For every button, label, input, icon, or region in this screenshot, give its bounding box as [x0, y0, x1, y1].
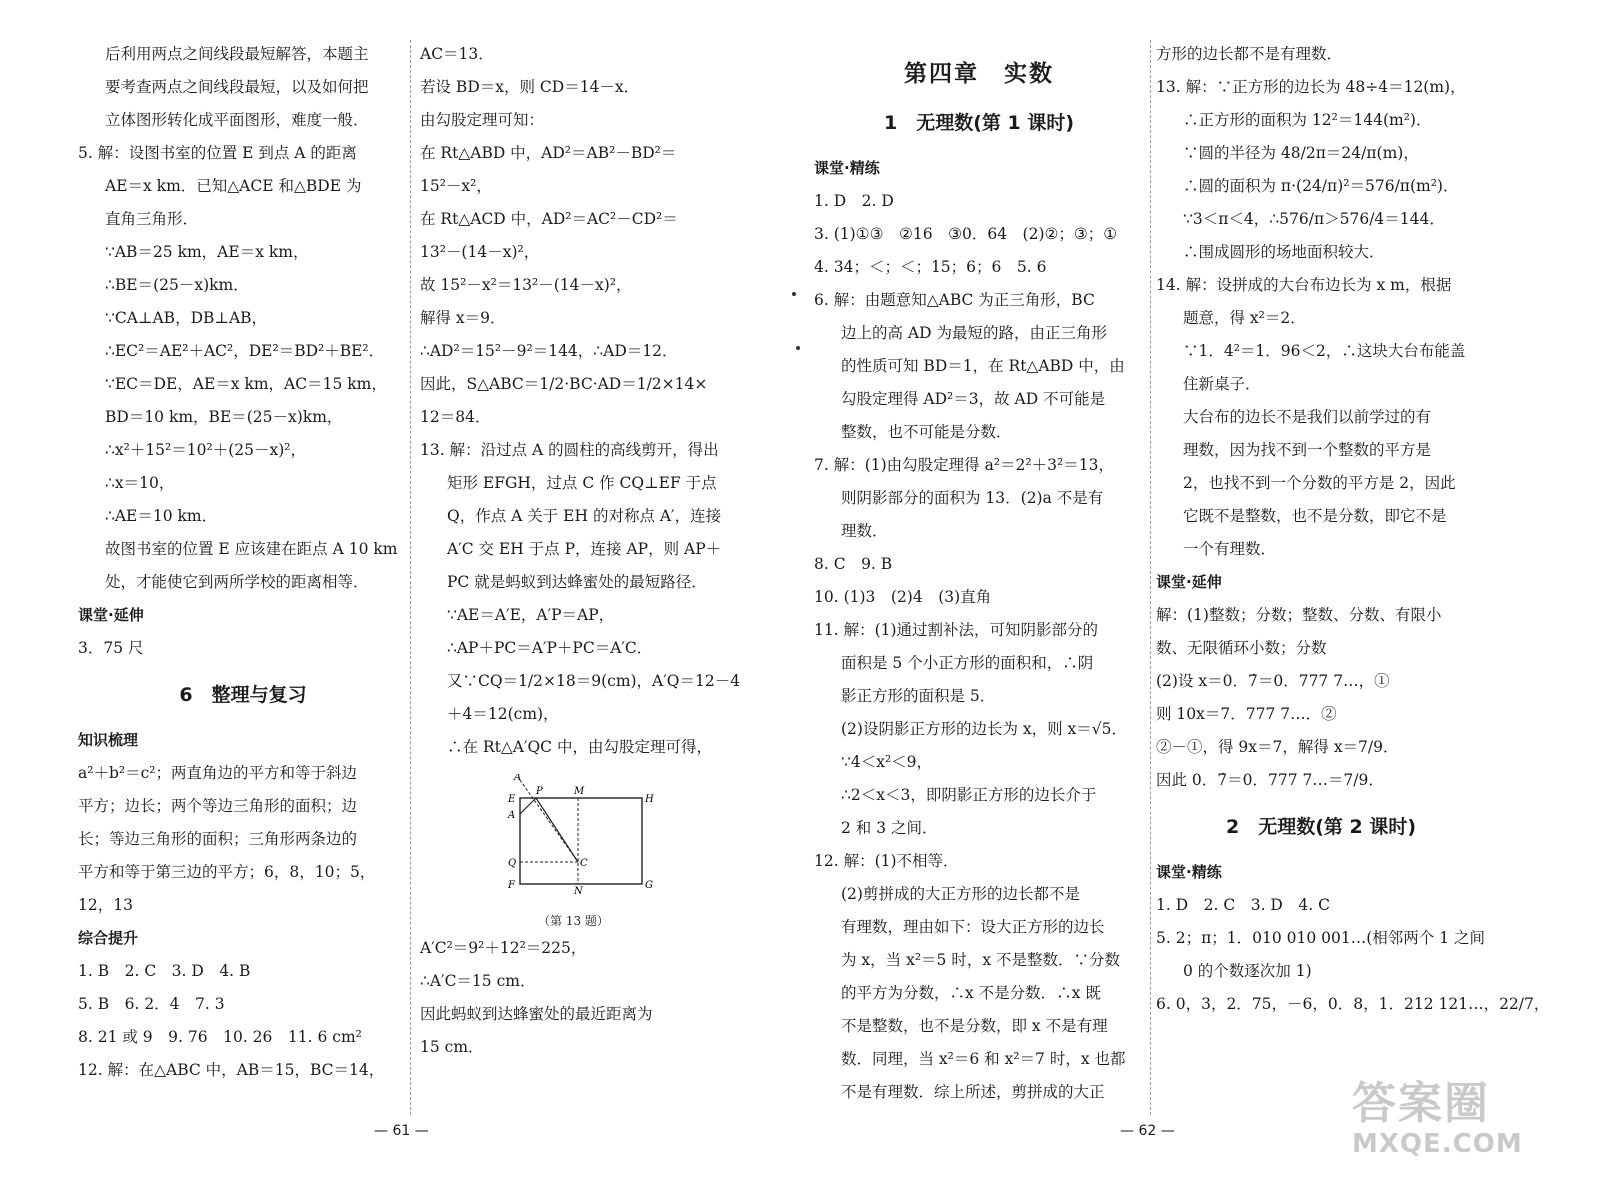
text-line: ∴正方形的面积为 12²＝144(m²)． [1183, 111, 1432, 129]
text-line: 一个有理数． [1183, 540, 1277, 558]
text-line: 平方和等于第三边的平方；6，8，10；5， [78, 863, 376, 881]
label-a-prime: A′ [514, 774, 524, 783]
text-line: 故 15²－x²＝13²－(14－x)²， [420, 276, 632, 294]
question-item: 13. 解：∵正方形的边长为 48÷4＝12(m)， [1156, 78, 1466, 96]
text-line: 由勾股定理可知： [420, 111, 545, 129]
text-line: 平方；边长；两个等边三角形的面积；边 [78, 797, 358, 815]
text-line: 又∵CQ＝1/2×18＝9(cm)，A′Q＝12－4 [447, 672, 741, 690]
text-line: 则阴影部分的面积为 13．(2)a 不是有 [841, 489, 1104, 507]
question-item: 5. 解：设图书室的位置 E 到点 A 的距离 [78, 144, 357, 162]
question-item: 1. D 2. D [814, 192, 894, 210]
text-line: 要考查两点之间线段最短，以及如何把 [105, 78, 369, 96]
chapter-title: 第四章 实数 [904, 61, 1054, 87]
question-item: 10. (1)3 (2)4 (3)直角 [814, 588, 992, 606]
section-label: 课堂·延伸 [78, 606, 144, 624]
text-line: 3．75 尺 [78, 639, 144, 657]
text-line: 若设 BD＝x，则 CD＝14－x． [420, 78, 640, 96]
text-line: AC＝13． [420, 45, 494, 63]
text-line: PC 就是蚂蚁到达蜂蜜处的最短路径． [447, 573, 707, 591]
left-column-2 [420, 38, 750, 1064]
section-title: 2 无理数(第 2 课时) [1225, 816, 1417, 838]
question-item: 12. 解：在△ABC 中，AB＝15，BC＝14， [78, 1061, 385, 1079]
label-a: A [508, 810, 516, 821]
text-line: AE＝x km．已知△ACE 和△BDE 为 [105, 177, 362, 195]
text-line: 不是整数，也不是分数，即 x 不是有理 [841, 1017, 1108, 1035]
text-line: 处，才能使它到两所学校的距离相等． [105, 573, 369, 591]
page-number-62: — 62 — [1120, 1123, 1175, 1139]
text-line: 15²－x²， [420, 177, 492, 195]
text-line: 为 x，当 x²＝5 时，x 不是整数．∵分数 [841, 951, 1121, 969]
text-line: ∵圆的半径为 48/2π＝24/π(m)， [1183, 144, 1419, 162]
figure-caption: （第 13 题） [538, 914, 609, 928]
cylinder-unfolded-diagram [500, 774, 660, 894]
text-line: ∴在 Rt△A′QC 中，由勾股定理可得， [447, 738, 712, 756]
text-line: (2)设 x＝0．7̇＝0．777 7…，① [1156, 672, 1390, 690]
text-line: ∵1．4²＝1．96＜2，∴这块大台布能盖 [1183, 342, 1466, 360]
column-divider [410, 40, 411, 1115]
text-line: 它既不是整数，也不是分数，即它不是 [1183, 507, 1447, 525]
label-c: C [580, 858, 588, 869]
watermark-logo [1352, 1078, 1523, 1158]
section-title: 6 整理与复习 [179, 684, 307, 706]
label-n: N [574, 886, 583, 894]
text-line: 因此，S△ABC＝1/2·BC·AD＝1/2×14× [420, 375, 708, 393]
right-column-1 [814, 38, 1144, 1109]
label-f: F [508, 880, 515, 891]
text-line: ∴BE＝(25－x)km． [105, 276, 249, 294]
question-item: 8. C 9. B [814, 555, 893, 573]
text-line: ∵AE＝A′E，A′P＝AP， [447, 606, 615, 624]
right-column-2 [1156, 38, 1550, 1021]
text-line: ＋4＝12(cm)， [447, 705, 559, 723]
question-item: 5. B 6. 2．4 7. 3 [78, 995, 225, 1013]
text-line: ∵CA⊥AB，DB⊥AB， [105, 309, 268, 327]
margin-dot [792, 292, 796, 296]
label-p: P [536, 786, 543, 797]
text-line: 整数，也不可能是分数． [841, 423, 1012, 441]
text-line: ∵EC＝DE，AE＝x km，AC＝15 km， [105, 375, 387, 393]
section-label: 知识梳理 [78, 731, 139, 749]
text-line: 影正方形的面积是 5． [841, 687, 996, 705]
question-item: 1. D 2. C 3. D 4. C [1156, 896, 1330, 914]
text-line: ∵3＜π＜4，∴576/π＞576/4＝144． [1183, 210, 1445, 228]
text-line: ∴x²＋15²＝10²＋(25－x)²， [105, 441, 306, 459]
text-line: A′C 交 EH 于点 P，连接 AP，则 AP＋ [447, 540, 722, 558]
text-line: 长；等边三角形的面积；三角形两条边的 [78, 830, 358, 848]
text-line: 题意，得 x²＝2． [1183, 309, 1306, 327]
text-line: 0 的个数逐次加 1) [1183, 962, 1312, 980]
text-line: 12，13 [78, 896, 133, 914]
text-line: 因此蚂蚁到达蜂蜜处的最近距离为 [420, 1005, 653, 1023]
question-item: 8. 21 或 9 9. 76 10. 26 11. 6 cm² [78, 1028, 362, 1046]
text-line: ∴A′C＝15 cm． [420, 972, 536, 990]
watermark-text: 答案圈 [1352, 1078, 1490, 1129]
question-item: 14. 解：设拼成的大台布边长为 x m，根据 [1156, 276, 1452, 294]
label-e: E [508, 794, 516, 805]
text-line: Q，作点 A 关于 EH 的对称点 A′，连接 [447, 507, 722, 525]
text-line: (2)剪拼成的大正方形的边长都不是 [841, 885, 1080, 903]
text-line: ∴AP＋PC＝A′P＋PC＝A′C． [447, 639, 653, 657]
watermark-url: MXQE.COM [1352, 1129, 1523, 1159]
text-line: 的平方为分数，∴x 不是分数．∴x 既 [841, 984, 1101, 1002]
text-line: 勾股定理得 AD²＝3，故 AD 不可能是 [841, 390, 1106, 408]
text-line: BD＝10 km，BE＝(25－x)km， [105, 408, 343, 426]
column-divider [1150, 40, 1151, 1115]
text-line: ∴x＝10， [105, 474, 175, 492]
text-line: 故图书室的位置 E 应该建在距点 A 10 km [105, 540, 398, 558]
section-title: 1 无理数(第 1 课时) [883, 112, 1075, 134]
figure-13 [500, 774, 750, 906]
section-label: 课堂·精练 [814, 159, 880, 177]
text-line: 解得 x＝9． [420, 309, 506, 327]
label-m: M [574, 786, 585, 797]
text-line: 大台布的边长不是我们以前学过的有 [1183, 408, 1432, 426]
question-item: 4. 34；＜；＜；15；6；6 5. 6 [814, 258, 1047, 276]
text-line: a²＋b²＝c²；两直角边的平方和等于斜边 [78, 764, 357, 782]
right-page [800, 0, 1600, 1183]
text-line: 则 10x＝7．777 7…．② [1156, 705, 1337, 723]
question-item: 3. (1)①③ ②16 ③0．64 (2)②；③；① [814, 225, 1118, 243]
left-column-1 [78, 38, 408, 1087]
section-label: 综合提升 [78, 929, 139, 947]
text-line: 13²－(14－x)²， [420, 243, 540, 261]
text-line: 边上的高 AD 为最短的路，由正三角形 [841, 324, 1107, 342]
margin-dot [796, 346, 800, 350]
text-line: 2 和 3 之间． [841, 819, 938, 837]
label-g: G [645, 880, 653, 891]
text-line: 数．同理，当 x²＝6 和 x²＝7 时，x 也都 [841, 1050, 1126, 1068]
text-line: ∴围成圆形的场地面积较大． [1183, 243, 1385, 261]
text-line: 立体图形转化成平面图形，难度一般． [105, 111, 369, 129]
text-line: ∵AB＝25 km，AE＝x km， [105, 243, 309, 261]
text-line: 在 Rt△ACD 中，AD²＝AC²－CD²＝ [420, 210, 678, 228]
question-item: 13. 解：沿过点 A 的圆柱的高线剪开，得出 [420, 441, 719, 459]
question-item: 6. 0，3，2．75，－6，0．8，1．212 121…，22/7， [1156, 995, 1550, 1013]
text-line: 面积是 5 个小正方形的面积和，∴阴 [841, 654, 1094, 672]
section-label: 课堂·精练 [1156, 863, 1222, 881]
text-line: 数、无限循环小数；分数 [1156, 639, 1327, 657]
text-line: ∴EC²＝AE²＋AC²，DE²＝BD²＋BE²． [105, 342, 385, 360]
text-line: 不是有理数．综上所述，剪拼成的大正 [841, 1083, 1105, 1101]
text-line: 理数，因为找不到一个整数的平方是 [1183, 441, 1432, 459]
text-line: 矩形 EFGH，过点 C 作 CQ⊥EF 于点 [447, 474, 717, 492]
text-line: 的性质可知 BD＝1，在 Rt△ABD 中，由 [841, 357, 1125, 375]
question-item: 11. 解：(1)通过割补法，可知阴影部分的 [814, 621, 1099, 639]
text-line: 因此 0．7̇＝0．777 7…＝7/9． [1156, 771, 1384, 789]
text-line: ∴AD²＝15²－9²＝144，∴AD＝12． [420, 342, 678, 360]
text-line: 直角三角形． [105, 210, 199, 228]
label-q: Q [508, 858, 517, 869]
text-line: (2)设阴影正方形的边长为 x，则 x＝√5． [841, 720, 1128, 738]
question-item: 6. 解：由题意知△ABC 为正三角形，BC [814, 291, 1095, 309]
question-item: 1. B 2. C 3. D 4. B [78, 962, 251, 980]
text-line: 理数． [841, 522, 888, 540]
label-h: H [645, 794, 654, 805]
question-item: 5. 2；π；1．010 010 001…(相邻两个 1 之间 [1156, 929, 1485, 947]
text-line: 2，也找不到一个分数的平方是 2，因此 [1183, 474, 1456, 492]
text-line: A′C²＝9²＋12²＝225， [420, 939, 587, 957]
text-line: 后利用两点之间线段最短解答，本题主 [105, 45, 369, 63]
section-label: 课堂·延伸 [1156, 573, 1222, 591]
text-line: 解：(1)整数；分数；整数、分数、有限小 [1156, 606, 1442, 624]
text-line: ②－①，得 9x＝7，解得 x＝7/9． [1156, 738, 1399, 756]
text-line: ∴圆的面积为 π·(24/π)²＝576/π(m²)． [1183, 177, 1459, 195]
question-item: 7. 解：(1)由勾股定理得 a²＝2²＋3²＝13， [814, 456, 1114, 474]
text-line: 12＝84． [420, 408, 491, 426]
text-line: 15 cm． [420, 1038, 484, 1056]
text-line: 住新桌子． [1183, 375, 1261, 393]
text-line: 方形的边长都不是有理数． [1156, 45, 1343, 63]
question-item: 12. 解：(1)不相等． [814, 852, 959, 870]
text-line: 在 Rt△ABD 中，AD²＝AB²－BD²＝ [420, 144, 677, 162]
text-line: ∵4＜x²＜9， [841, 753, 933, 771]
text-line: ∴AE＝10 km． [105, 507, 218, 525]
text-line: 有理数，理由如下：设大正方形的边长 [841, 918, 1105, 936]
text-line: ∴2＜x＜3，即阴影正方形的边长介于 [841, 786, 1097, 804]
page-number-61: — 61 — [374, 1123, 429, 1139]
